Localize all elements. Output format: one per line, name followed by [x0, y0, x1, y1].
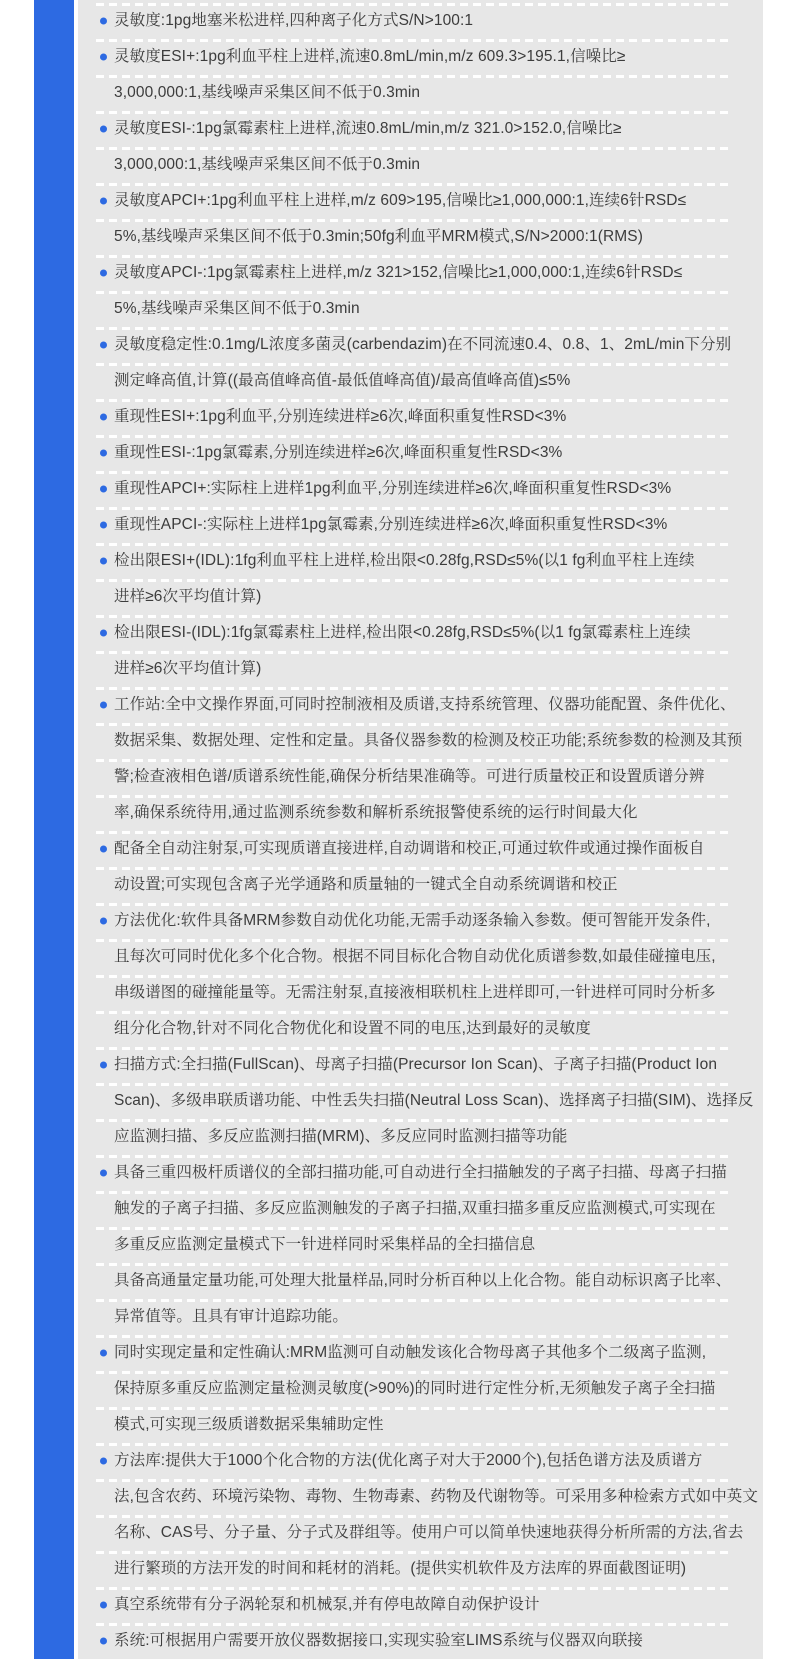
- spec-line-text: 动设置;可实现包含离子光学通路和质量轴的一键式全自动系统调谐和校正: [114, 876, 618, 893]
- spec-line: [96, 147, 733, 183]
- bullet-icon: [100, 1170, 107, 1177]
- bullet-icon: [100, 450, 107, 457]
- spec-line: [96, 615, 733, 651]
- spec-list: [78, 0, 763, 1659]
- spec-line: [96, 39, 733, 75]
- spec-line: [96, 831, 733, 867]
- bullet-icon: [100, 702, 107, 709]
- bullet-icon: [100, 558, 107, 565]
- spec-line: [96, 363, 733, 399]
- spec-line: [96, 1227, 733, 1263]
- spec-line-text: 3,000,000:1,基线噪声采集区间不低于0.3min: [114, 84, 421, 101]
- spec-line-text: 率,确保系统待用,通过监测系统参数和解析系统报警使系统的运行时间最大化: [114, 804, 638, 821]
- bullet-icon: [100, 918, 107, 925]
- bullet-icon: [100, 522, 107, 529]
- spec-line: [96, 399, 733, 435]
- spec-line: [96, 723, 743, 759]
- spec-line-text: 真空系统带有分子涡轮泵和机械泵,并有停电故障自动保护设计: [114, 1596, 540, 1613]
- spec-line: [96, 759, 733, 795]
- spec-line-text: 工作站:全中文操作界面,可同时控制液相及质谱,支持系统管理、仪器功能配置、条件优化、: [114, 696, 736, 713]
- spec-line: [96, 435, 733, 471]
- spec-line-text: 多重反应监测定量模式下一针进样同时采集样品的全扫描信息: [114, 1236, 536, 1253]
- spec-line-text: 保持原多重反应监测定量检测灵敏度(>90%)的同时进行定性分析,无须触发子离子全扫描: [114, 1380, 716, 1397]
- spec-line-text: 警;检查液相色谱/质谱系统性能,确保分析结果准确等。可进行质量校正和设置质谱分辨: [114, 768, 705, 785]
- spec-line: [96, 1335, 733, 1371]
- spec-line: [96, 939, 733, 975]
- spec-line-text: 灵敏度APCI+:1pg利血平柱上进样,m/z 609>195,信噪比≥1,000,000:1,连续6针RSD≤: [114, 192, 687, 209]
- bullet-icon: [100, 846, 107, 853]
- spec-line: [96, 327, 733, 363]
- spec-line-text: 配备全自动注射泵,可实现质谱直接进样,自动调谐和校正,可通过软件或通过操作面板自: [114, 840, 705, 857]
- bullet-icon: [100, 1458, 107, 1465]
- spec-line-text: 数据采集、数据处理、定性和定量。具备仪器参数的检测及校正功能;系统参数的检测及其预: [114, 732, 743, 749]
- spec-line-text: 组分化合物,针对不同化合物优化和设置不同的电压,达到最好的灵敏度: [114, 1020, 591, 1037]
- spec-line-text: 方法优化:软件具备MRM参数自动优化功能,无需手动逐条输入参数。便可智能开发条件,: [114, 912, 711, 929]
- bullet-icon: [100, 198, 107, 205]
- spec-line-text: 灵敏度APCI-:1pg氯霉素柱上进样,m/z 321>152,信噪比≥1,000,000:1,连续6针RSD≤: [114, 264, 683, 281]
- spec-line-text: 3,000,000:1,基线噪声采集区间不低于0.3min: [114, 156, 421, 173]
- spec-line: [96, 1479, 759, 1515]
- spec-line: [96, 1515, 744, 1551]
- spec-line: [96, 1623, 733, 1659]
- spec-line-text: 具备三重四极杆质谱仪的全部扫描功能,可自动进行全扫描触发的子离子扫描、母离子扫描: [114, 1164, 727, 1181]
- spec-line-text: 进行繁琐的方法开发的时间和耗材的消耗。(提供实机软件及方法库的界面截图证明): [114, 1560, 687, 1577]
- spec-line: [96, 1011, 733, 1047]
- spec-line-text: 灵敏度稳定性:0.1mg/L浓度多菌灵(carbendazim)在不同流速0.4、0.8、1、2mL/min下分别: [114, 336, 732, 353]
- spec-line: [96, 1155, 733, 1191]
- bullet-icon: [100, 630, 107, 637]
- spec-line: [96, 651, 733, 687]
- spec-line: [96, 1047, 733, 1083]
- spec-line: [96, 75, 733, 111]
- bullet-icon: [100, 18, 107, 25]
- spec-line-text: 同时实现定量和定性确认:MRM监测可自动触发该化合物母离子其他多个二级离子监测,: [114, 1344, 707, 1361]
- bullet-icon: [100, 270, 107, 277]
- spec-line: [96, 867, 733, 903]
- spec-line-text: 且每次可同时优化多个化合物。根据不同目标化合物自动优化质谱参数,如最佳碰撞电压,: [114, 948, 716, 965]
- spec-line-text: 串级谱图的碰撞能量等。无需注射泵,直接液相联机柱上进样即可,一针进样可同时分析多: [114, 984, 716, 1001]
- spec-line: [96, 3, 733, 39]
- spec-line: [96, 111, 733, 147]
- spec-line-text: 异常值等。且具有审计追踪功能。: [114, 1308, 349, 1325]
- bullet-icon: [100, 1350, 107, 1357]
- spec-line: [96, 507, 733, 543]
- spec-line: [96, 1443, 733, 1479]
- spec-line: [96, 1263, 733, 1299]
- spec-line: [96, 291, 733, 327]
- spec-line-text: 触发的子离子扫描、多反应监测触发的子离子扫描,双重扫描多重反应监测模式,可实现在: [114, 1200, 716, 1217]
- spec-line: [96, 579, 733, 615]
- spec-line-text: 系统:可根据用户需要开放仪器数据接口,实现实验室LIMS系统与仪器双向联接: [114, 1632, 643, 1649]
- spec-line: [96, 903, 733, 939]
- spec-line: [96, 1119, 733, 1155]
- spec-line: [96, 1371, 733, 1407]
- spec-line-text: 检出限ESI+(IDL):1fg利血平柱上进样,检出限<0.28fg,RSD≤5%(以1 fg利血平柱上连续: [114, 552, 695, 569]
- spec-line-text: Scan)、多级串联质谱功能、中性丢失扫描(Neutral Loss Scan)、选择离子扫描(SIM)、选择反: [114, 1092, 754, 1109]
- bullet-icon: [100, 486, 107, 493]
- spec-line-text: 应监测扫描、多反应监测扫描(MRM)、多反应同时监测扫描等功能: [114, 1128, 568, 1145]
- spec-line: [96, 1083, 754, 1119]
- spec-line-text: 重现性APCI+:实际柱上进样1pg利血平,分别连续进样≥6次,峰面积重复性RSD<3%: [114, 480, 672, 497]
- spec-line: [96, 219, 733, 255]
- spec-line: [96, 795, 733, 831]
- spec-line: [96, 1299, 733, 1335]
- spec-line-text: 5%,基线噪声采集区间不低于0.3min: [114, 300, 360, 317]
- spec-line-text: 重现性APCI-:实际柱上进样1pg氯霉素,分别连续进样≥6次,峰面积重复性RSD<3%: [114, 516, 668, 533]
- spec-line-text: 具备高通量定量功能,可处理大批量样品,同时分析百种以上化合物。能自动标识离子比率、: [114, 1272, 732, 1289]
- spec-line: [96, 687, 736, 723]
- left-accent-bar: [34, 0, 74, 1659]
- spec-line-text: 重现性ESI-:1pg氯霉素,分别连续进样≥6次,峰面积重复性RSD<3%: [114, 444, 563, 461]
- bullet-icon: [100, 1062, 107, 1069]
- spec-line-text: 测定峰高值,计算((最高值峰高值-最低值峰高值)/最高值峰高值)≤5%: [114, 372, 571, 389]
- bullet-icon: [100, 126, 107, 133]
- spec-line: [96, 1551, 733, 1587]
- spec-line-text: 扫描方式:全扫描(FullScan)、母离子扫描(Precursor Ion Scan)、子离子扫描(Product Ion: [114, 1056, 718, 1073]
- bullet-icon: [100, 1638, 107, 1645]
- spec-line: [96, 975, 733, 1011]
- bullet-icon: [100, 342, 107, 349]
- spec-line: [96, 543, 733, 579]
- spec-line: [96, 1407, 733, 1443]
- spec-line-text: 5%,基线噪声采集区间不低于0.3min;50fg利血平MRM模式,S/N>2000:1(RMS): [114, 228, 643, 245]
- spec-line-text: 重现性ESI+:1pg利血平,分别连续进样≥6次,峰面积重复性RSD<3%: [114, 408, 567, 425]
- spec-line-text: 灵敏度:1pg地塞米松进样,四种离子化方式S/N>100:1: [114, 12, 474, 29]
- spec-line-text: 检出限ESI-(IDL):1fg氯霉素柱上进样,检出限<0.28fg,RSD≤5%(以1 fg氯霉素柱上连续: [114, 624, 691, 641]
- spec-line: [96, 255, 733, 291]
- spec-line: [96, 471, 733, 507]
- spec-line: [96, 1191, 733, 1227]
- spec-line-text: 方法库:提供大于1000个化合物的方法(优化离子对大于2000个),包括色谱方法及质谱方: [114, 1452, 703, 1469]
- bullet-icon: [100, 1602, 107, 1609]
- spec-line-text: 名称、CAS号、分子量、分子式及群组等。使用户可以简单快速地获得分析所需的方法,省去: [114, 1524, 744, 1541]
- spec-line-text: 灵敏度ESI-:1pg氯霉素柱上进样,流速0.8mL/min,m/z 321.0>152.0,信噪比≥: [114, 120, 622, 137]
- spec-panel: [78, 0, 763, 1659]
- spec-line: [96, 1587, 733, 1623]
- spec-line-text: 灵敏度ESI+:1pg利血平柱上进样,流速0.8mL/min,m/z 609.3>195.1,信噪比≥: [114, 48, 626, 65]
- bullet-icon: [100, 414, 107, 421]
- spec-line: [96, 183, 733, 219]
- spec-line-text: 进样≥6次平均值计算): [114, 660, 262, 677]
- spec-line-text: 模式,可实现三级质谱数据采集辅助定性: [114, 1416, 384, 1433]
- bullet-icon: [100, 54, 107, 61]
- spec-line-text: 进样≥6次平均值计算): [114, 588, 262, 605]
- spec-line-text: 法,包含农药、环境污染物、毒物、生物毒素、药物及代谢物等。可采用多种检索方式如中英文: [114, 1488, 759, 1505]
